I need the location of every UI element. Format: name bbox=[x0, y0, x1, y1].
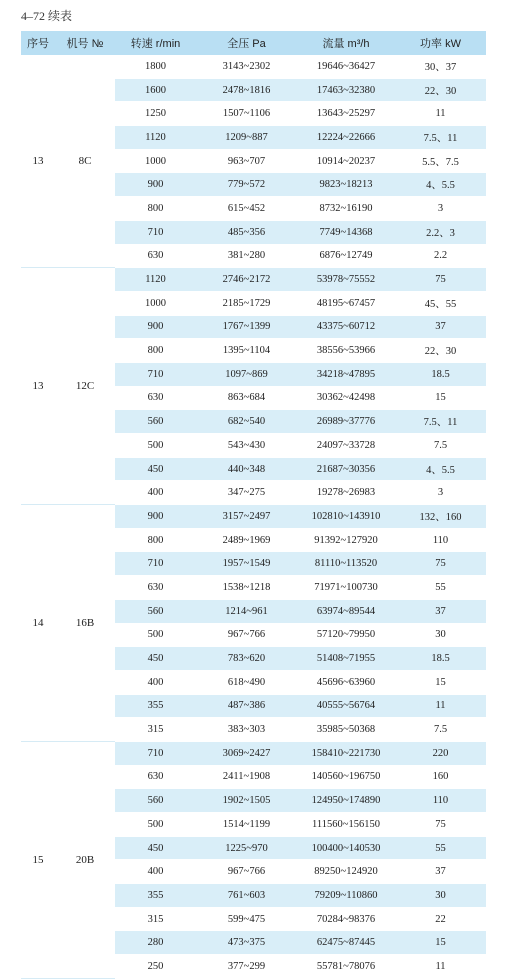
power-cell: 5.5、7.5 bbox=[395, 149, 486, 173]
flow-cell: 79209~110860 bbox=[297, 884, 395, 908]
power-cell: 7.5 bbox=[395, 434, 486, 458]
speed-cell: 710 bbox=[115, 741, 196, 765]
power-cell: 7.5、11 bbox=[395, 410, 486, 434]
flow-cell: 102810~143910 bbox=[297, 505, 395, 529]
flow-cell: 71971~100730 bbox=[297, 576, 395, 600]
pressure-cell: 2185~1729 bbox=[196, 291, 297, 315]
table-caption: 4–72 续表 bbox=[21, 9, 73, 23]
power-cell: 132、160 bbox=[395, 505, 486, 529]
flow-cell: 40555~56764 bbox=[297, 694, 395, 718]
pressure-cell: 485~356 bbox=[196, 220, 297, 244]
speed-cell: 630 bbox=[115, 386, 196, 410]
power-cell: 15 bbox=[395, 670, 486, 694]
table-header-row bbox=[21, 31, 486, 55]
speed-cell: 250 bbox=[115, 955, 196, 979]
pressure-cell: 1209~887 bbox=[196, 126, 297, 150]
pressure-cell: 967~766 bbox=[196, 860, 297, 884]
power-cell: 18.5 bbox=[395, 362, 486, 386]
table-row bbox=[21, 505, 486, 529]
power-cell: 37 bbox=[395, 599, 486, 623]
pressure-cell: 347~275 bbox=[196, 481, 297, 505]
seq-cell: 13 bbox=[21, 55, 55, 268]
power-cell: 4、5.5 bbox=[395, 457, 486, 481]
seq-cell: 14 bbox=[21, 505, 55, 742]
flow-cell: 63974~89544 bbox=[297, 599, 395, 623]
speed-cell: 710 bbox=[115, 362, 196, 386]
power-cell: 15 bbox=[395, 386, 486, 410]
speed-cell: 315 bbox=[115, 718, 196, 742]
flow-cell: 7749~14368 bbox=[297, 220, 395, 244]
flow-cell: 48195~67457 bbox=[297, 291, 395, 315]
speed-cell: 710 bbox=[115, 220, 196, 244]
speed-cell: 1120 bbox=[115, 126, 196, 150]
flow-cell: 111560~156150 bbox=[297, 813, 395, 837]
model-cell: 20B bbox=[55, 741, 115, 978]
power-cell: 22、30 bbox=[395, 78, 486, 102]
speed-cell: 355 bbox=[115, 884, 196, 908]
power-cell: 3 bbox=[395, 197, 486, 221]
power-cell: 37 bbox=[395, 315, 486, 339]
table-row bbox=[21, 268, 486, 292]
seq-cell: 13 bbox=[21, 268, 55, 505]
pressure-cell: 2411~1908 bbox=[196, 765, 297, 789]
pressure-cell: 615~452 bbox=[196, 197, 297, 221]
pressure-cell: 543~430 bbox=[196, 434, 297, 458]
pressure-cell: 1957~1549 bbox=[196, 552, 297, 576]
header-model: 机号 № bbox=[55, 31, 115, 55]
power-cell: 11 bbox=[395, 102, 486, 126]
model-cell: 12C bbox=[55, 268, 115, 505]
speed-cell: 500 bbox=[115, 623, 196, 647]
flow-cell: 45696~63960 bbox=[297, 670, 395, 694]
pressure-cell: 473~375 bbox=[196, 931, 297, 955]
table-row bbox=[21, 741, 486, 765]
power-cell: 75 bbox=[395, 813, 486, 837]
power-cell: 30 bbox=[395, 623, 486, 647]
power-cell: 110 bbox=[395, 528, 486, 552]
pressure-cell: 779~572 bbox=[196, 173, 297, 197]
speed-cell: 500 bbox=[115, 434, 196, 458]
pressure-cell: 1225~970 bbox=[196, 836, 297, 860]
model-cell: 16B bbox=[55, 505, 115, 742]
pressure-cell: 1902~1505 bbox=[196, 789, 297, 813]
pressure-cell: 2489~1969 bbox=[196, 528, 297, 552]
pressure-cell: 381~280 bbox=[196, 244, 297, 268]
flow-cell: 10914~20237 bbox=[297, 149, 395, 173]
speed-cell: 630 bbox=[115, 576, 196, 600]
power-cell: 11 bbox=[395, 694, 486, 718]
power-cell: 160 bbox=[395, 765, 486, 789]
speed-cell: 560 bbox=[115, 410, 196, 434]
flow-cell: 55781~78076 bbox=[297, 955, 395, 979]
speed-cell: 900 bbox=[115, 315, 196, 339]
power-cell: 15 bbox=[395, 931, 486, 955]
pressure-cell: 3143~2302 bbox=[196, 55, 297, 78]
power-cell: 2.2 bbox=[395, 244, 486, 268]
speed-cell: 630 bbox=[115, 765, 196, 789]
table-row bbox=[21, 55, 486, 78]
power-cell: 55 bbox=[395, 836, 486, 860]
speed-cell: 280 bbox=[115, 931, 196, 955]
power-cell: 75 bbox=[395, 268, 486, 292]
flow-cell: 35985~50368 bbox=[297, 718, 395, 742]
speed-cell: 1120 bbox=[115, 268, 196, 292]
flow-cell: 158410~221730 bbox=[297, 741, 395, 765]
pressure-cell: 1538~1218 bbox=[196, 576, 297, 600]
pressure-cell: 761~603 bbox=[196, 884, 297, 908]
pressure-cell: 1507~1106 bbox=[196, 102, 297, 126]
speed-cell: 450 bbox=[115, 836, 196, 860]
seq-cell: 15 bbox=[21, 741, 55, 978]
flow-cell: 124950~174890 bbox=[297, 789, 395, 813]
speed-cell: 800 bbox=[115, 528, 196, 552]
power-cell: 110 bbox=[395, 789, 486, 813]
speed-cell: 1800 bbox=[115, 55, 196, 78]
speed-cell: 560 bbox=[115, 789, 196, 813]
speed-cell: 400 bbox=[115, 860, 196, 884]
speed-cell: 710 bbox=[115, 552, 196, 576]
speed-cell: 900 bbox=[115, 505, 196, 529]
flow-cell: 91392~127920 bbox=[297, 528, 395, 552]
pressure-cell: 3069~2427 bbox=[196, 741, 297, 765]
power-cell: 75 bbox=[395, 552, 486, 576]
flow-cell: 30362~42498 bbox=[297, 386, 395, 410]
speed-cell: 900 bbox=[115, 173, 196, 197]
flow-cell: 81110~113520 bbox=[297, 552, 395, 576]
table-body bbox=[21, 55, 486, 978]
power-cell: 55 bbox=[395, 576, 486, 600]
pressure-cell: 377~299 bbox=[196, 955, 297, 979]
model-cell: 8C bbox=[55, 55, 115, 268]
speed-cell: 560 bbox=[115, 599, 196, 623]
power-cell: 22、30 bbox=[395, 339, 486, 363]
flow-cell: 140560~196750 bbox=[297, 765, 395, 789]
header-power: 功率 kW bbox=[395, 31, 486, 55]
pressure-cell: 487~386 bbox=[196, 694, 297, 718]
speed-cell: 1600 bbox=[115, 78, 196, 102]
flow-cell: 6876~12749 bbox=[297, 244, 395, 268]
speed-cell: 1000 bbox=[115, 291, 196, 315]
flow-cell: 26989~37776 bbox=[297, 410, 395, 434]
power-cell: 45、55 bbox=[395, 291, 486, 315]
header-speed: 转速 r/min bbox=[115, 31, 196, 55]
flow-cell: 38556~53966 bbox=[297, 339, 395, 363]
flow-cell: 89250~124920 bbox=[297, 860, 395, 884]
power-cell: 220 bbox=[395, 741, 486, 765]
flow-cell: 51408~71955 bbox=[297, 647, 395, 671]
power-cell: 22 bbox=[395, 907, 486, 931]
pressure-cell: 863~684 bbox=[196, 386, 297, 410]
flow-cell: 53978~75552 bbox=[297, 268, 395, 292]
power-cell: 7.5 bbox=[395, 718, 486, 742]
pressure-cell: 2746~2172 bbox=[196, 268, 297, 292]
pressure-cell: 383~303 bbox=[196, 718, 297, 742]
flow-cell: 12224~22666 bbox=[297, 126, 395, 150]
power-cell: 3 bbox=[395, 481, 486, 505]
fan-performance-table bbox=[21, 31, 486, 979]
speed-cell: 355 bbox=[115, 694, 196, 718]
speed-cell: 400 bbox=[115, 670, 196, 694]
speed-cell: 315 bbox=[115, 907, 196, 931]
flow-cell: 100400~140530 bbox=[297, 836, 395, 860]
speed-cell: 400 bbox=[115, 481, 196, 505]
pressure-cell: 618~490 bbox=[196, 670, 297, 694]
flow-cell: 43375~60712 bbox=[297, 315, 395, 339]
power-cell: 7.5、11 bbox=[395, 126, 486, 150]
flow-cell: 21687~30356 bbox=[297, 457, 395, 481]
pressure-cell: 1214~961 bbox=[196, 599, 297, 623]
power-cell: 30、37 bbox=[395, 55, 486, 78]
flow-cell: 13643~25297 bbox=[297, 102, 395, 126]
flow-cell: 17463~32380 bbox=[297, 78, 395, 102]
power-cell: 37 bbox=[395, 860, 486, 884]
pressure-cell: 963~707 bbox=[196, 149, 297, 173]
header-seq: 序号 bbox=[21, 31, 55, 55]
pressure-cell: 783~620 bbox=[196, 647, 297, 671]
pressure-cell: 599~475 bbox=[196, 907, 297, 931]
flow-cell: 19278~26983 bbox=[297, 481, 395, 505]
pressure-cell: 440~348 bbox=[196, 457, 297, 481]
speed-cell: 500 bbox=[115, 813, 196, 837]
pressure-cell: 1514~1199 bbox=[196, 813, 297, 837]
flow-cell: 19646~36427 bbox=[297, 55, 395, 78]
power-cell: 30 bbox=[395, 884, 486, 908]
pressure-cell: 967~766 bbox=[196, 623, 297, 647]
speed-cell: 450 bbox=[115, 457, 196, 481]
power-cell: 2.2、3 bbox=[395, 220, 486, 244]
pressure-cell: 1395~1104 bbox=[196, 339, 297, 363]
pressure-cell: 3157~2497 bbox=[196, 505, 297, 529]
speed-cell: 1250 bbox=[115, 102, 196, 126]
speed-cell: 630 bbox=[115, 244, 196, 268]
flow-cell: 24097~33728 bbox=[297, 434, 395, 458]
speed-cell: 800 bbox=[115, 197, 196, 221]
pressure-cell: 1767~1399 bbox=[196, 315, 297, 339]
speed-cell: 450 bbox=[115, 647, 196, 671]
pressure-cell: 2478~1816 bbox=[196, 78, 297, 102]
power-cell: 4、5.5 bbox=[395, 173, 486, 197]
flow-cell: 9823~18213 bbox=[297, 173, 395, 197]
flow-cell: 8732~16190 bbox=[297, 197, 395, 221]
flow-cell: 57120~79950 bbox=[297, 623, 395, 647]
header-flow: 流量 m³/h bbox=[297, 31, 395, 55]
header-pressure: 全压 Pa bbox=[196, 31, 297, 55]
speed-cell: 1000 bbox=[115, 149, 196, 173]
flow-cell: 70284~98376 bbox=[297, 907, 395, 931]
flow-cell: 62475~87445 bbox=[297, 931, 395, 955]
power-cell: 11 bbox=[395, 955, 486, 979]
speed-cell: 800 bbox=[115, 339, 196, 363]
power-cell: 18.5 bbox=[395, 647, 486, 671]
pressure-cell: 1097~869 bbox=[196, 362, 297, 386]
pressure-cell: 682~540 bbox=[196, 410, 297, 434]
flow-cell: 34218~47895 bbox=[297, 362, 395, 386]
